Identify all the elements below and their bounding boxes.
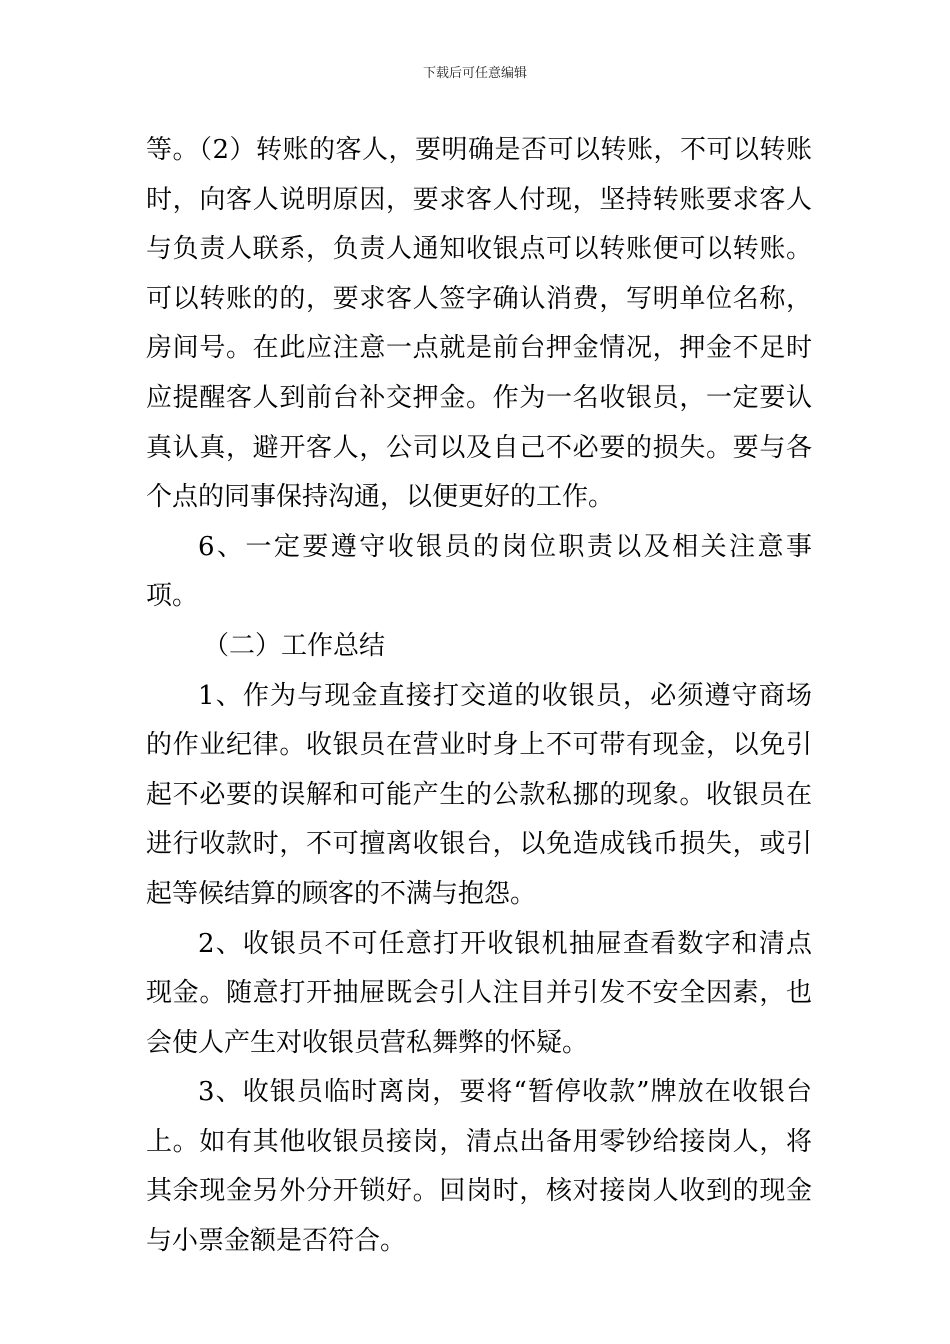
paragraph-summary-3: 3、收银员临时离岗，要将“暂停收款”牌放在收银台上。如有其他收银员接岗，清点出备用零钞给接岗人，将其余现金另外分开锁好。回岗时，核对接岗人收到的现金与小票金额是否符合。 — [146, 1077, 812, 1257]
paragraph-summary-1: 1、作为与现金直接打交道的收银员，必须遵守商场的作业纪律。收银员在营业时身上不可带有现金，以免引起不必要的误解和可能产生的公款私挪的现象。收银员在进行收款时，不可擅离收银台，以免造成钱币损失，或引起等候结算的顾客的不满与抱怨。 — [146, 680, 812, 909]
document-body — [146, 126, 812, 1267]
page-header: 下载后可任意编辑 — [422, 66, 527, 81]
paragraph-item-6: 6、一定要遵守收银员的岗位职责以及相关注意事项。 — [146, 531, 812, 612]
section-heading-work-summary: （二）工作总结 — [203, 630, 386, 661]
paragraph-summary-2: 2、收银员不可任意打开收银机抽屉查看数字和清点现金。随意打开抽屉既会引人注目并引发不安全因素，也会使人产生对收银员营私舞弊的怀疑。 — [146, 928, 812, 1058]
paragraph-transfer-guests: 等。（2）转账的客人，要明确是否可以转账，不可以转账时，向客人说明原因，要求客人付现，坚持转账要求客人与负责人联系，负责人通知收银点可以转账便可以转账。可以转账的的，要求客人签字确认消费，写明单位名称，房间号。在此应注意一点就是前台押金情况，押金不足时应提醒客人到前台补交押金。作为一名收银员，一定要认真认真，避开客人，公司以及自己不必要的损失。要与各个点的同事保持沟通，以便更好的工作。 — [146, 135, 812, 513]
